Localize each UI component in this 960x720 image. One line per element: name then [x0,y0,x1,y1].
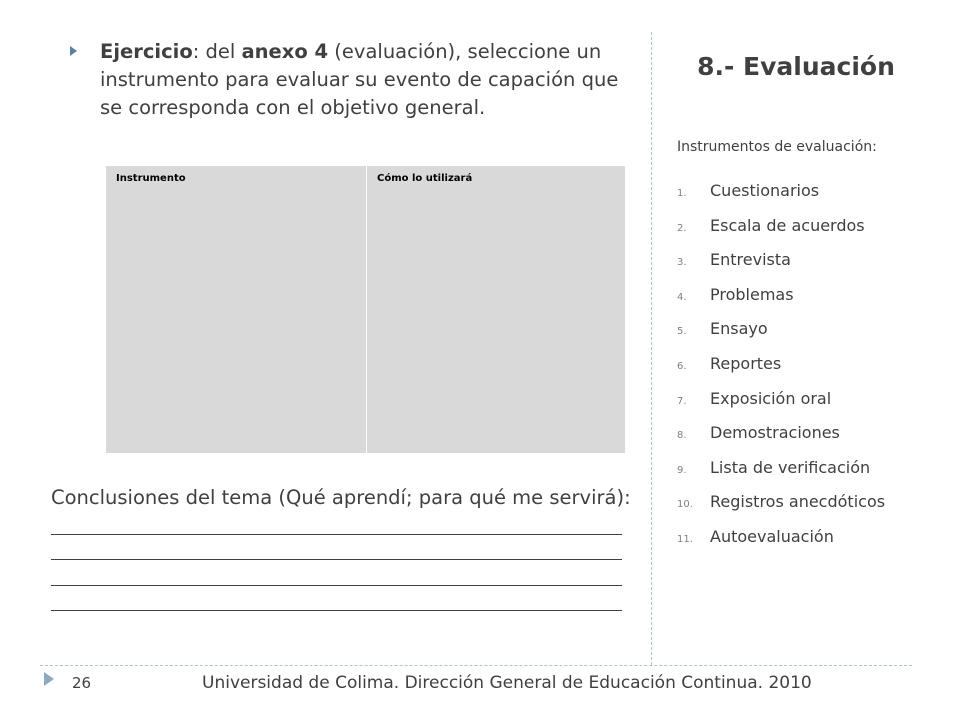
list-item-number: 10. [677,499,693,511]
answer-line[interactable] [51,534,622,535]
list-item-number: 9. [677,464,687,476]
list-item-label: Entrevista [710,250,791,270]
exercise-anexo: anexo 4 [241,40,329,63]
answer-line[interactable] [51,559,622,560]
footer-arrow-icon [44,672,54,686]
list-item-label: Registros anecdóticos [710,492,886,512]
table-header-como-lo-utilizara[interactable]: Cómo lo utilizará [367,166,626,454]
exercise-paragraph [100,38,640,122]
section-subtitle: Instrumentos de evaluación: [677,139,877,155]
section-title: 8.- Evaluación [697,52,895,81]
list-item-number: 2. [677,222,687,234]
list-item-number: 6. [677,360,687,372]
list-item-label: Reportes [710,353,782,373]
list-item-label: Autoevaluación [710,526,834,546]
conclusions-label: Conclusiones del tema (Qué aprendí; para qué me servirá): [51,486,631,509]
page-number: 26 [72,674,92,692]
answer-line[interactable] [51,610,622,611]
list-item-label: Problemas [710,284,794,304]
list-item-label: Demostraciones [710,423,840,443]
exercise-colon-text: : del [192,40,242,63]
list-item-number: 5. [677,326,687,338]
table-header-instrumento[interactable]: Instrumento [106,166,367,454]
list-item-number: 1. [677,188,687,199]
list-item-number: 4. [677,291,687,303]
list-item-number: 3. [677,257,687,269]
bullet-arrow-icon [70,46,77,56]
list-item-number: 7. [677,395,687,407]
instrument-table [105,165,626,454]
footer-divider [40,665,912,666]
exercise-rest: (evaluación), seleccione un instrumento para evaluar su evento de capación que se corresponda con el objetivo general. [100,40,619,119]
exercise-label: Ejercicio [100,40,193,63]
vertical-divider [651,32,652,665]
table-row [106,166,626,454]
list-item-label: Exposición oral [710,388,832,408]
footer-text: Universidad de Colima. Dirección General de Educación Continua. 2010 [202,673,812,693]
list-item-label: Ensayo [710,319,768,339]
list-item-label: Lista de verificación [710,457,871,477]
list-item-label: Cuestionarios [710,181,820,200]
list-item-number: 11. [677,533,693,545]
answer-line[interactable] [51,585,622,586]
list-item-number: 8. [677,430,687,442]
list-item-label: Escala de acuerdos [710,215,865,235]
